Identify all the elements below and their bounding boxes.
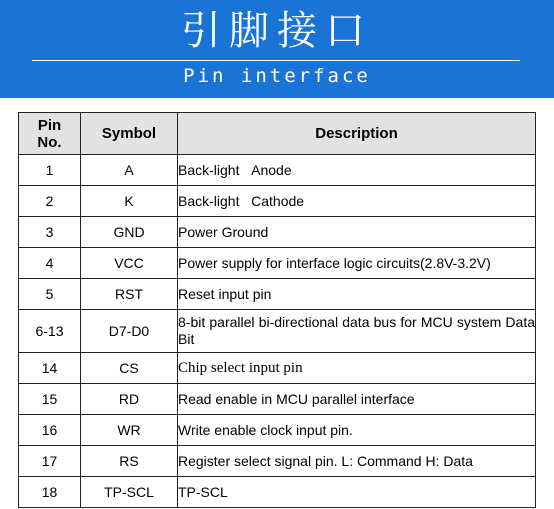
pin-cell: 4: [19, 248, 81, 279]
header-pin-line1: Pin: [37, 116, 62, 134]
pin-cell: 3: [19, 217, 81, 248]
chinese-title: 引脚接口: [181, 8, 373, 54]
table-row: [19, 217, 536, 248]
description-cell: Power Ground: [178, 217, 536, 248]
table-row: [19, 310, 536, 353]
symbol-cell: K: [81, 186, 178, 217]
table-row: [19, 155, 536, 186]
symbol-cell: GND: [81, 217, 178, 248]
header-symbol: Symbol: [81, 113, 178, 155]
pin-cell: 16: [19, 415, 81, 446]
table-row: [19, 415, 536, 446]
table-row: [19, 446, 536, 477]
table-row: [19, 353, 536, 384]
english-title: Pin interface: [183, 65, 371, 87]
description-cell: Register select signal pin. L: Command H: Data: [178, 446, 536, 477]
description-cell: Reset input pin: [178, 279, 536, 310]
symbol-cell: RD: [81, 384, 178, 415]
title-divider: [32, 60, 520, 61]
pin-cell: 2: [19, 186, 81, 217]
table-row: [19, 279, 536, 310]
table-row: [19, 384, 536, 415]
table-row: [19, 248, 536, 279]
symbol-cell: D7-D0: [81, 310, 178, 353]
header-pin-line2: No.: [37, 133, 62, 151]
description-cell: Chip select input pin: [178, 353, 536, 384]
description-cell: Read enable in MCU parallel interface: [178, 384, 536, 415]
symbol-cell: RS: [81, 446, 178, 477]
description-cell: TP-SCL: [178, 477, 536, 508]
pin-cell: 6-13: [19, 310, 81, 353]
symbol-cell: WR: [81, 415, 178, 446]
symbol-cell: VCC: [81, 248, 178, 279]
pin-cell: 17: [19, 446, 81, 477]
pin-cell: 15: [19, 384, 81, 415]
pin-cell: 18: [19, 477, 81, 508]
header-pin-no: [19, 113, 81, 155]
description-cell: Back-light Cathode: [178, 186, 536, 217]
pin-cell: 1: [19, 155, 81, 186]
header-banner: [0, 0, 554, 98]
description-cell: Power supply for interface logic circuits(2.8V-3.2V): [178, 248, 536, 279]
symbol-cell: CS: [81, 353, 178, 384]
description-cell: Back-light Anode: [178, 155, 536, 186]
symbol-cell: A: [81, 155, 178, 186]
pin-table: [18, 112, 536, 508]
description-cell: Write enable clock input pin.: [178, 415, 536, 446]
table-row: [19, 186, 536, 217]
description-cell: 8-bit parallel bi-directional data bus for MCU system Data Bit: [178, 310, 536, 353]
symbol-cell: RST: [81, 279, 178, 310]
table-header-row: [19, 113, 536, 155]
symbol-cell: TP-SCL: [81, 477, 178, 508]
table-row: [19, 477, 536, 508]
header-description: Description: [178, 113, 536, 155]
pin-cell: 14: [19, 353, 81, 384]
pin-cell: 5: [19, 279, 81, 310]
